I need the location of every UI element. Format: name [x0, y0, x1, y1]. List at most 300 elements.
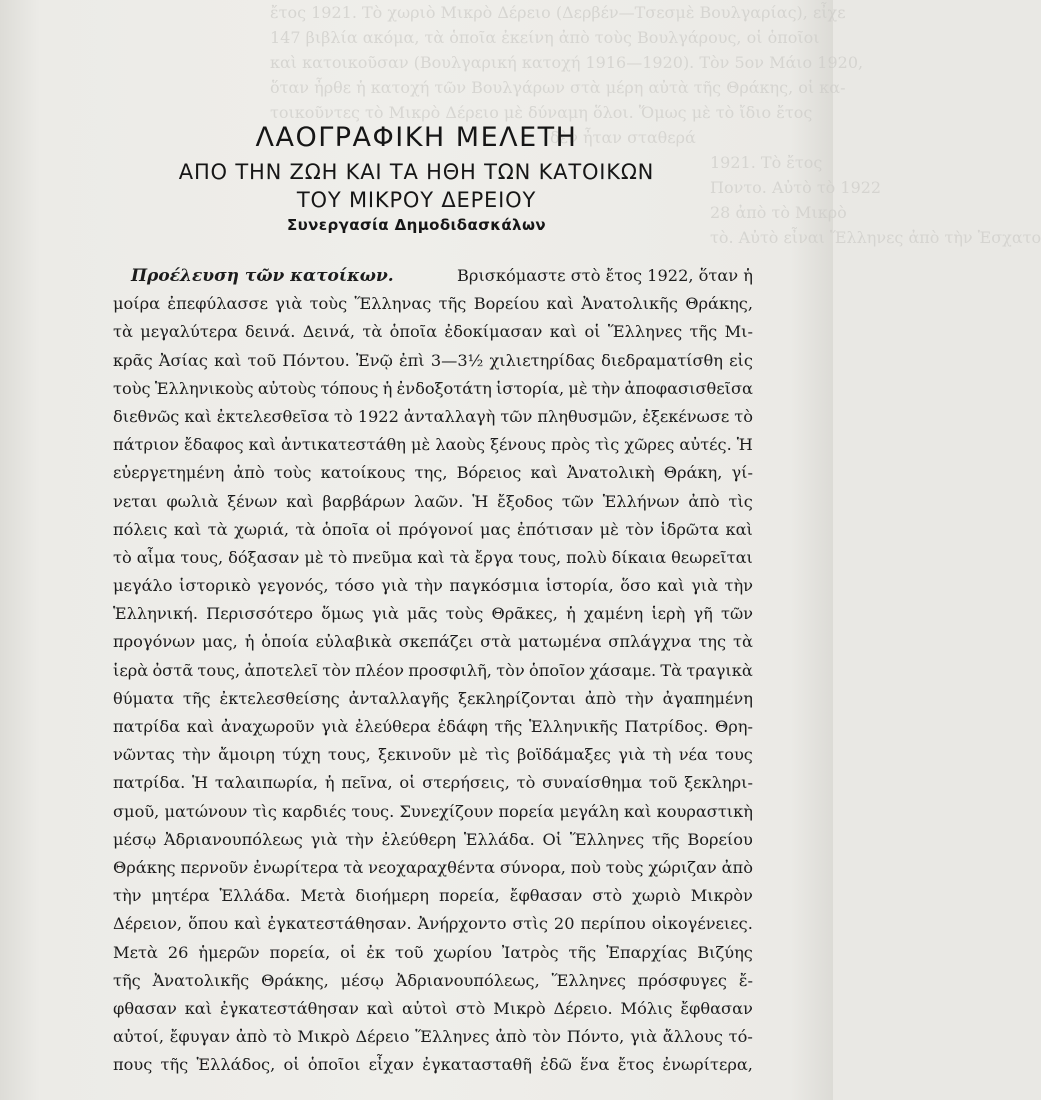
word: δεινά. [244, 322, 296, 342]
word: ἔφθασαν [509, 886, 583, 906]
word: ὅπου [188, 914, 229, 934]
word: χωριὸ [632, 886, 681, 906]
word: καὶ [417, 547, 445, 567]
body-line [113, 403, 753, 431]
body-line [113, 798, 753, 826]
body-line [113, 431, 753, 459]
word: τὶς [252, 801, 277, 821]
word: τό- [728, 1027, 753, 1047]
word: εἶχαν [368, 1055, 414, 1075]
word: Μι- [724, 322, 753, 342]
word: χώριζαν [648, 857, 717, 877]
word: ματώνουν [164, 801, 248, 821]
word: ταλαιπωρία, [214, 773, 319, 793]
word: πεῖνα, [341, 773, 393, 793]
body-line [113, 459, 753, 487]
word: ἀνταλλαγὴ [403, 406, 496, 426]
word: ξεκληρι- [684, 773, 753, 793]
word: μεγάλη [559, 801, 619, 821]
word: μας, [202, 632, 238, 652]
word: Περισσότερο [206, 604, 313, 624]
word: τῆς [182, 688, 211, 708]
word: καὶ [549, 322, 578, 342]
word: ἐλεύθερη [381, 829, 457, 849]
word: Μετὰ [113, 942, 158, 962]
word: Ἀδριανουπόλεως, [395, 970, 540, 990]
word: ἡ [382, 378, 393, 398]
word: ἐνωρίτερα [253, 857, 339, 877]
word: οἱ [375, 519, 392, 539]
body-line [113, 995, 753, 1023]
word: 20 [553, 914, 575, 934]
word: ὁποῖοι [307, 1055, 361, 1075]
body-line [113, 516, 753, 544]
word: γιὰ [371, 604, 399, 624]
word: ξεκληρίζονται [458, 688, 576, 708]
word: Μικρὸν [690, 886, 753, 906]
word: πληθυσμῶν, [537, 406, 638, 426]
word: καὶ [546, 294, 574, 314]
ghost-line: 28 ἀπὸ τὸ Μικρὸ [710, 203, 847, 222]
word: Ἕλληνες [551, 970, 626, 990]
word: γί- [731, 463, 753, 483]
word: τους. [351, 801, 395, 821]
word: τόσο [335, 576, 375, 596]
word: τὸν [322, 660, 351, 680]
word: τὴν [182, 745, 211, 765]
word: Ἑλλάδα. [463, 829, 535, 849]
body-line [113, 657, 753, 685]
word: τους [715, 745, 753, 765]
word: εὐεργετημένη [113, 463, 225, 483]
body-line [113, 741, 753, 769]
body-line [113, 600, 753, 628]
body-line [113, 488, 753, 516]
section-title: Προέλευση τῶν κατοίκων. [131, 266, 394, 286]
word: τὴν [414, 576, 443, 596]
word: ὀστᾶ [152, 660, 194, 680]
word: τὸ [334, 406, 353, 426]
word: ἐξεκένωσε [642, 406, 730, 426]
word: καὶ [214, 350, 242, 370]
word: 3—3½ [430, 350, 484, 370]
word: ἐδοκίμασαν [444, 322, 543, 342]
word: πορεία [498, 801, 555, 821]
word: ἄμοιρη [218, 745, 275, 765]
word: πόλεις [113, 519, 168, 539]
word: καὶ [657, 576, 685, 596]
word: καὶ [184, 406, 212, 426]
word: αὐτές. [679, 435, 732, 455]
word: γεγονός, [257, 576, 329, 596]
word: τοῦ [648, 773, 678, 793]
word: οἱ [584, 322, 601, 342]
word: μᾶς [407, 604, 438, 624]
word: ἐκτελεσθείσης [219, 688, 340, 708]
ghost-line: Ποντο. Αὐτὸ τὸ 1922 [710, 178, 882, 197]
word: τὰ [207, 519, 228, 539]
word: καὶ [286, 491, 314, 511]
word: τόπους [320, 378, 379, 398]
word: τὸ [272, 1027, 292, 1047]
word: μὲ [599, 519, 619, 539]
byline: Συνεργασία Δημοδιδασκάλων [286, 216, 547, 234]
word: μεγαλύτερα [140, 322, 238, 342]
word: οἱ [340, 942, 357, 962]
word: σκεπάζει [398, 632, 474, 652]
word: Πόντο, [566, 1027, 625, 1047]
word: ἐδάφη [437, 717, 488, 736]
word: Βορείου [687, 829, 753, 849]
word: συναίσθημα [542, 773, 643, 793]
word: τὸν [496, 660, 525, 680]
word: νέα [678, 745, 708, 765]
word: Ἑλληνική. [113, 604, 198, 624]
word: γιὰ [310, 829, 338, 849]
word: τὰ [113, 322, 133, 342]
word: τὴν [345, 829, 374, 849]
word: στὰ [480, 632, 512, 652]
word: Ἕλληνες [569, 829, 645, 849]
word: τους, [327, 745, 371, 765]
word: εἰς [729, 350, 753, 370]
word: πλέον [355, 660, 404, 680]
word: στὸ [592, 886, 623, 906]
word: ἔξοδος [497, 491, 554, 511]
word: τους, [518, 547, 562, 567]
word: ματωμένα [518, 632, 602, 652]
body-line [113, 375, 753, 403]
word: αἷμα [136, 547, 176, 567]
word: Ἡ [736, 435, 753, 455]
word: Ἀνατολικὴ [566, 463, 655, 483]
word: τοὺς [273, 463, 312, 483]
word: ἐδῶ [540, 1055, 572, 1075]
word: Μετὰ [300, 886, 346, 906]
word: ἐνωρίτερα, [662, 1055, 753, 1075]
word: πρὸς [550, 435, 590, 455]
word: τῆς [494, 717, 523, 736]
word: καρδιές [282, 801, 347, 821]
word: περίπου [580, 914, 646, 934]
body-line [113, 1051, 753, 1079]
word: βοϊδάμαξες [516, 745, 611, 765]
word: τὴ [652, 745, 672, 765]
body-line [113, 572, 753, 600]
ghost-line: τοικοῦντες τὸ Μικρὸ Δέρειο μὲ δύναμη ὅλοι. Ὅμως μὲ τὸ ἴδιο ἔτος [270, 103, 813, 122]
page-title: ΛΑΟΓΡΑΦΙΚΗ ΜΕΛΕΤΗ [255, 122, 578, 153]
body-line [113, 967, 753, 995]
word: ἡμερῶν [198, 942, 260, 962]
word: φθασαν [113, 998, 177, 1018]
word: τὰ [343, 857, 364, 877]
word: γιὰ [380, 576, 408, 596]
word: πρόγονοί [398, 519, 474, 539]
word: ἐκ [366, 942, 386, 962]
word: ἱστορία, [496, 378, 565, 398]
word: ἐγκατεστάθησαν [219, 998, 359, 1018]
word: καὶ [186, 717, 215, 736]
word: νεοχαραχθέντα [368, 857, 495, 877]
word: παγκόσμια [449, 576, 540, 596]
word: Θρᾶκες, [491, 604, 558, 624]
word: Ἡ [472, 491, 489, 511]
word: τῆς [438, 294, 467, 314]
word: Ἑλλάδα. [219, 886, 291, 906]
word: Βορείου [473, 294, 540, 314]
word: τῆς [651, 829, 680, 849]
word: ἐγκατεστάθησαν. [267, 914, 412, 934]
word: Ἐπαρχίας [606, 942, 688, 962]
word: τῶν [500, 406, 533, 426]
word: ἱστορικὸ [178, 576, 251, 596]
body-line [113, 262, 753, 290]
word: ὁποῖα [389, 322, 438, 342]
word: τὴν [724, 576, 753, 596]
word: μεγάλο [113, 576, 173, 596]
word: ξένους [490, 435, 546, 455]
word: τὴν [113, 886, 142, 906]
body-line [113, 544, 753, 572]
word: τὸν [625, 519, 654, 539]
word: τύχη [282, 745, 321, 765]
word: ἀπὸ [688, 491, 720, 511]
word: της [698, 632, 727, 652]
word: ἐγκατασταθῆ [422, 1055, 532, 1075]
word: νεται [113, 491, 158, 511]
word: διεθνῶς [113, 406, 180, 426]
word: Ἡ [192, 773, 209, 793]
word: Ἀνατολικῆς [581, 294, 678, 314]
ghost-line: 147 βιβλία ακόμα, τὰ ὁποῖα ἐκείνη ἀπὸ τοὺς Βουλγάρους, οἱ ὁποῖοι [270, 28, 820, 47]
word: Ἀδριανουπόλεως [163, 829, 303, 849]
word: ποὺ [570, 857, 602, 877]
word: ἀπὸ [721, 857, 753, 877]
word: αὐτοὶ [402, 998, 448, 1018]
word: καὶ [173, 519, 202, 539]
word: Ἕλληνες [607, 322, 683, 342]
ghost-line: τὸ. Αὐτὸ εἶναι Ἕλληνες ἀπὸ τὴν Ἑσχατο [710, 228, 1041, 247]
body-text [113, 262, 753, 1079]
word: ὁποῖον [529, 660, 586, 680]
word: Θράκης, [685, 294, 753, 314]
word: Μικρὸ [297, 1027, 350, 1047]
word: πατρίδα. [113, 773, 186, 793]
word: τῆς [568, 942, 597, 962]
word: μέσῳ [113, 829, 157, 849]
word: δίκαια [611, 547, 667, 567]
word: ἱδρῶτα [660, 519, 720, 539]
word: γιὰ [691, 576, 719, 596]
word: ξεκινοῦν [378, 745, 452, 765]
word: Ἀσίας [158, 350, 208, 370]
word: τὴν [591, 378, 621, 398]
word: τῆς [113, 970, 141, 990]
word: ἡ [244, 632, 255, 652]
word: Ἀνατολικῆς [152, 970, 250, 990]
word: στὶς [512, 914, 548, 934]
word: πνεῦμα [352, 547, 413, 567]
ghost-line: καὶ κατοικοῦσαν (Βουλγαρική κατοχή 1916—1920). Τὸν 5ον Μάιο 1920, [270, 53, 864, 72]
word: ἱερὰ [113, 660, 149, 680]
word: ἔδαφος [184, 435, 244, 455]
word: πάτριον [113, 435, 179, 455]
word: ἔτος [617, 1055, 655, 1075]
word: κρᾶς [113, 350, 153, 370]
body-line [113, 769, 753, 797]
word: τὶς [594, 435, 620, 455]
word: τους, [180, 547, 224, 567]
word: τὸ [516, 773, 536, 793]
word: ἕνα [580, 1055, 610, 1075]
word: εὐλαβικὰ [315, 632, 392, 652]
word: Ἐνῷ [355, 350, 393, 370]
word: χωρίου [433, 942, 492, 962]
word: Δέρειο [355, 1027, 410, 1047]
word: ἀπὸ [235, 1027, 268, 1047]
word: αὐτοί, [113, 1027, 164, 1047]
body-line [113, 826, 753, 854]
word: ἐνδοξοτάτη [396, 378, 492, 398]
word: ἀναχωροῦν [220, 717, 315, 736]
word: ἐλεύθερα [354, 717, 431, 736]
word: καὶ [234, 914, 262, 934]
word: τὰ [732, 632, 753, 652]
word: διοήμερη [355, 886, 430, 906]
word: τὴν [625, 688, 654, 708]
word: στὸ [455, 998, 486, 1018]
word: τοὺς [113, 378, 151, 398]
word: γιὰ [321, 717, 349, 736]
word: Θράκη, [663, 463, 723, 483]
word: τραγικὰ [686, 660, 753, 680]
word: μὲ [304, 547, 324, 567]
word: περνοῦν [180, 857, 249, 877]
word: τους, [197, 660, 241, 680]
word: ἀπὸ [233, 463, 265, 483]
word: χῶρες [624, 435, 675, 455]
ghost-line: ἔτος 1921. Τὸ χωριὸ Μικρὸ Δέρειο (Δερβέν—Τσεσμὲ Βουλγαρίας), εἶχε [270, 3, 846, 22]
word: 26 [167, 942, 189, 962]
word: γῆ [693, 604, 713, 624]
word: τὰ [362, 322, 383, 342]
word: στερήσεις, [422, 773, 510, 793]
word: καὶ [624, 801, 652, 821]
word: αὐτοὺς [257, 378, 317, 398]
word: φωλιὰ [166, 491, 219, 511]
word: χωριά, [234, 519, 290, 539]
word: θεωρεῖται [671, 547, 753, 567]
word: μητέρα [151, 886, 210, 906]
word: ἱερὴ [651, 604, 686, 624]
word: δόξασαν [228, 547, 300, 567]
word: τὰ [295, 519, 316, 539]
ghost-line: ὅταν ἦρθε ἡ κατοχή τῶν Βουλγάρων στὰ μέρη αὐτὰ τῆς Θράκης, οἱ κα- [270, 78, 846, 97]
word: τὶς [485, 745, 510, 765]
word: Δέρειο. [553, 998, 613, 1018]
word: Ἀνήρχοντο [417, 914, 507, 934]
word: τῶν [561, 491, 594, 511]
word: οἱ [283, 1055, 300, 1075]
word: ὁποῖα [321, 519, 370, 539]
word: τοὺς [309, 294, 348, 314]
word: Πατρίδος. [624, 717, 709, 736]
word: πορεία, [269, 942, 331, 962]
word: Βιζύης [697, 942, 753, 962]
word: τῶν [721, 604, 753, 624]
word: Τὰ [660, 660, 683, 680]
word: τοῦ [394, 942, 424, 962]
word: ἀποτελεῖ [244, 660, 319, 680]
word: τοῦ [247, 350, 277, 370]
body-line [113, 910, 753, 938]
word: πορεία, [439, 886, 500, 906]
body-line [113, 939, 753, 967]
word: της, [414, 463, 448, 483]
word: πους [113, 1055, 153, 1075]
word: μας [480, 519, 511, 539]
word: γιὰ [618, 745, 646, 765]
word: θύματα [113, 688, 174, 708]
word: Βόρειος [456, 463, 522, 483]
body-line [113, 318, 753, 346]
ghost-line: 1921. Τὸ ἔτος [710, 153, 823, 172]
word: 1922 [357, 406, 399, 426]
word: λαῶν. [414, 491, 464, 511]
word: σμοῦ, [113, 801, 160, 821]
word: χάσαμε. [589, 660, 657, 680]
word: λαοὺς [435, 435, 486, 455]
body-line [113, 628, 753, 656]
word: Πόντου. [282, 350, 350, 370]
word: ἐπὶ [398, 350, 425, 370]
word: οἱ [399, 773, 416, 793]
ghost-line: δὲν ἦταν σταθερά [550, 128, 696, 147]
word: ἔργα [474, 547, 514, 567]
word: οἰκογένειες. [651, 914, 753, 934]
word: ἔφυγαν [169, 1027, 231, 1047]
word: μέσῳ [340, 970, 384, 990]
word: τὸ [113, 547, 132, 567]
subtitle-line-2: ΤΟΥ ΜΙΚΡΟΥ ΔΕΡΕΙΟΥ [296, 188, 537, 212]
body-line [113, 685, 753, 713]
word: ἄλλους [662, 1027, 723, 1047]
word: καὶ [725, 519, 753, 539]
word: τοὺς [445, 604, 484, 624]
word: προσφιλῆ, [408, 660, 492, 680]
word: χαμένη [583, 604, 644, 624]
word: ὅμως [321, 604, 364, 624]
word: Δεινά, [302, 322, 356, 342]
word: κουραστικὴ [656, 801, 753, 821]
word: ἀπὸ [495, 1027, 527, 1047]
word: σύνορα, [499, 857, 566, 877]
word: Ἰατρὸς [501, 942, 559, 962]
word: Ἑλλήνων [602, 491, 680, 511]
word: ἡ [566, 604, 576, 624]
word: ἀποφασισθεῖσα [624, 378, 753, 398]
word: Ἕλληνες [415, 1027, 490, 1047]
word: σπλάγχνα [608, 632, 692, 652]
word: τῆς [689, 322, 718, 342]
word: γιὰ [630, 1027, 658, 1047]
word: γιὰ [275, 294, 303, 314]
word: πολὺ [566, 547, 607, 567]
word: τοὺς [605, 857, 644, 877]
word: ἀνταλλαγῆς [348, 688, 450, 708]
word: χιλιετηρίδας [489, 350, 595, 370]
subtitle-line-1: ΑΠΟ ΤΗΝ ΖΩΗ ΚΑΙ ΤΑ ΗΘΗ ΤΩΝ ΚΑΤΟΙΚΩΝ [178, 160, 655, 184]
